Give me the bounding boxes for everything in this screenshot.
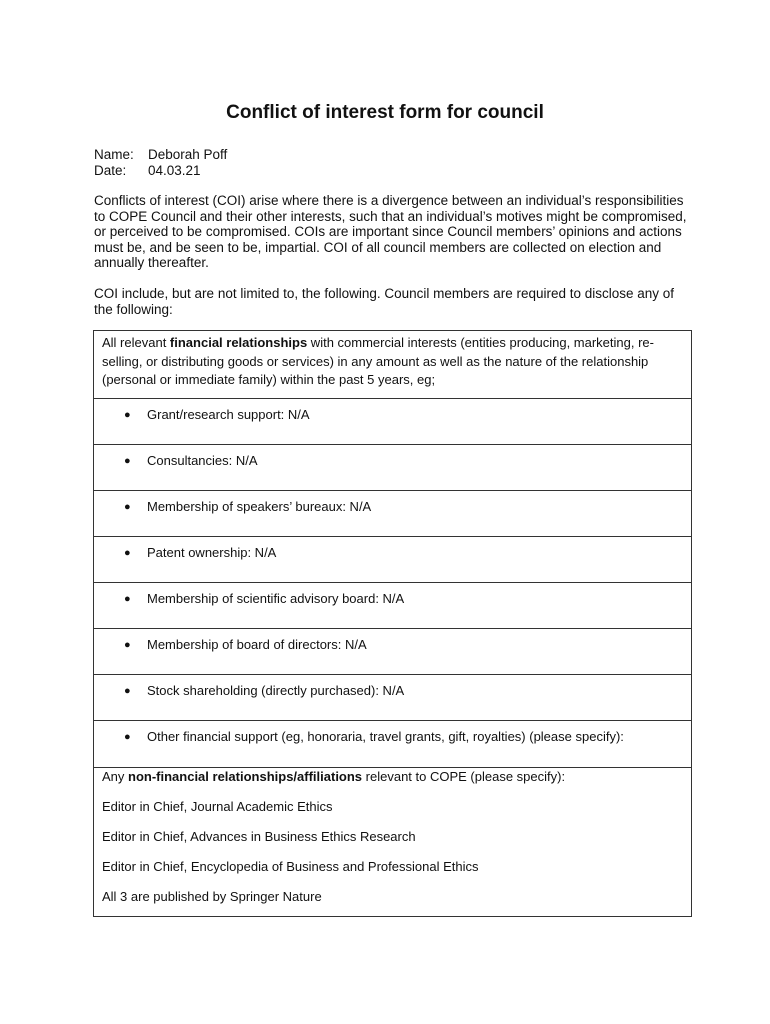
bullet-icon: ●	[124, 639, 131, 651]
coi-definition-paragraph: Conflicts of interest (COI) arise where there is a divergence between an individual’s responsibilities to COPE Council and their other interests, such that an individual’s motives might be compromised, or perceived to be compromised. COIs are important since Council members’ opinions and actions must be, and be seen to be, impartial. COI of all council members are collected on election and annually thereafter.	[94, 193, 687, 270]
date-label: Date:	[94, 163, 127, 178]
affiliation-line: Editor in Chief, Journal Academic Ethics	[102, 799, 333, 814]
affiliation-line: Editor in Chief, Encyclopedia of Business and Professional Ethics	[102, 859, 479, 874]
bullet-icon: ●	[124, 731, 131, 743]
date-value: 04.03.21	[148, 163, 201, 178]
item-other-financial-support: Other financial support (eg, honoraria, travel grants, gift, royalties) (please specify):	[147, 729, 624, 744]
table-row	[94, 537, 691, 583]
item-grant-research: Grant/research support: N/A	[147, 407, 310, 422]
coi-instructions-paragraph: COI include, but are not limited to, the following. Council members are required to disclose any of the following:	[94, 286, 675, 317]
non-financial-cell	[94, 768, 691, 916]
financial-intro-prefix: All relevant	[102, 335, 170, 350]
name-label: Name:	[94, 147, 134, 162]
table-row	[94, 583, 691, 629]
item-board-of-directors: Membership of board of directors: N/A	[147, 637, 367, 652]
table-row	[94, 445, 691, 491]
bullet-icon: ●	[124, 593, 131, 605]
item-consultancies: Consultancies: N/A	[147, 453, 258, 468]
table-row	[94, 491, 691, 537]
bullet-icon: ●	[124, 685, 131, 697]
bullet-icon: ●	[124, 409, 131, 421]
non-financial-suffix: relevant to COPE (please specify):	[362, 769, 566, 784]
bullet-icon: ●	[124, 501, 131, 513]
bullet-icon: ●	[124, 455, 131, 467]
name-row	[94, 147, 227, 163]
financial-intro-bold: financial relationships	[169, 335, 308, 350]
affiliation-line: Editor in Chief, Advances in Business Ethics Research	[102, 829, 416, 844]
page-title: Conflict of interest form for council	[226, 102, 544, 123]
table-row	[94, 629, 691, 675]
bullet-icon: ●	[124, 547, 131, 559]
date-row	[94, 163, 227, 179]
financial-intro-cell	[94, 331, 691, 399]
item-stock-shareholding: Stock shareholding (directly purchased): N/A	[147, 683, 405, 698]
table-row	[94, 721, 691, 768]
coi-table	[93, 330, 692, 917]
table-row	[94, 399, 691, 445]
non-financial-heading	[102, 768, 683, 784]
item-patent-ownership: Patent ownership: N/A	[147, 545, 277, 560]
meta-block	[94, 147, 227, 179]
name-value: Deborah Poff	[148, 147, 228, 162]
table-row	[94, 675, 691, 721]
publisher-note: All 3 are published by Springer Nature	[102, 889, 322, 904]
non-financial-bold: non-financial relationships/affiliations	[128, 769, 363, 784]
item-scientific-advisory-board: Membership of scientific advisory board: N/A	[147, 591, 405, 606]
financial-intro-suffix: with commercial interests (entities producing, marketing, re-selling, or distributing goods or services) in any amount as well as the nature of the relationship (personal or immediate family) within the past 5 years, eg;	[102, 335, 654, 387]
item-speakers-bureaux: Membership of speakers’ bureaux: N/A	[147, 499, 372, 514]
non-financial-prefix: Any	[102, 769, 129, 784]
